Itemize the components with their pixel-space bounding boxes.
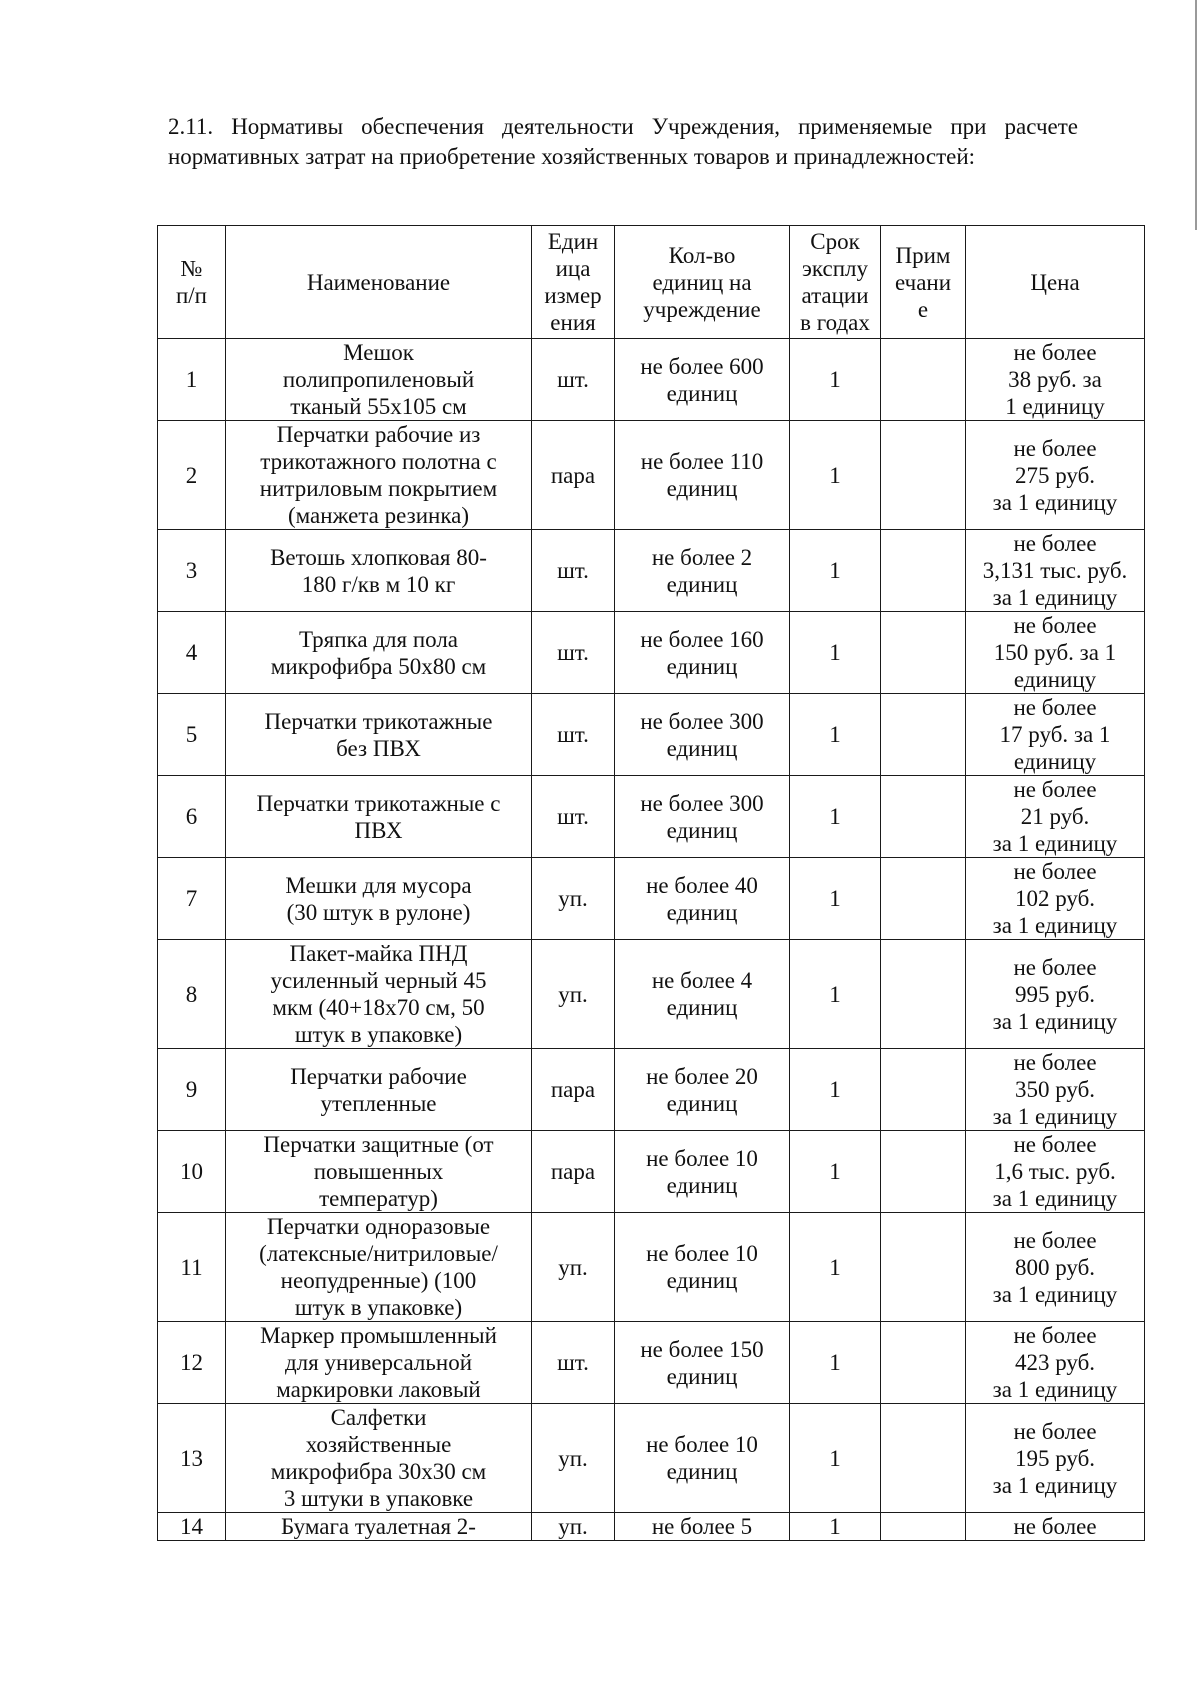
table-row [158, 694, 1145, 776]
cell-name-line: микрофибра 50х80 см [270, 653, 487, 679]
cell-price [966, 1322, 1145, 1404]
cell-price-line: единицу [1013, 749, 1097, 774]
cell-num: 1 [158, 339, 226, 421]
cell-note [881, 1513, 966, 1541]
cell-price-line: 17 руб. за 1 [999, 722, 1111, 747]
cell-name [226, 858, 532, 940]
cell-price-line: за 1 единицу [992, 913, 1118, 938]
cell-name [226, 530, 532, 612]
cell-name-line: Ветошь хлопковая 80- [270, 544, 487, 570]
cell-num: 11 [158, 1213, 226, 1322]
cell-price [966, 1213, 1145, 1322]
cell-unit: шт. [532, 530, 615, 612]
intro-line-1: 2.11. Нормативы обеспечения деятельности Учреждения, применяемые при расчете [168, 114, 1078, 139]
cell-note [881, 421, 966, 530]
table-row [158, 339, 1145, 421]
table-row [158, 858, 1145, 940]
cell-note [881, 530, 966, 612]
cell-price-line: 1,6 тыс. руб. [994, 1159, 1116, 1184]
cell-name-line: 180 г/кв м 10 кг [301, 571, 456, 597]
table-row [158, 1322, 1145, 1404]
cell-price [966, 530, 1145, 612]
cell-unit: уп. [532, 1213, 615, 1322]
cell-price-line: не более [1013, 613, 1097, 638]
cell-price-line: 38 руб. за [1008, 367, 1102, 392]
table-row [158, 940, 1145, 1049]
cell-note [881, 1322, 966, 1404]
cell-qty-line: единиц [666, 653, 738, 679]
cell-qty-line: не более 40 [646, 872, 758, 898]
cell-qty [615, 1404, 790, 1513]
header-line: Срок [810, 229, 860, 254]
cell-note [881, 1131, 966, 1213]
cell-qty-line: не более 300 [640, 790, 764, 816]
cell-name-line: нитриловым покрытием [259, 476, 498, 501]
cell-price-line: за 1 единицу [992, 489, 1118, 515]
header-line: измер [544, 283, 602, 308]
cell-price-line: не более [1013, 1050, 1097, 1075]
cell-price-line: 150 руб. за 1 [993, 640, 1117, 665]
cell-name-line: 3 штуки в упаковке [283, 1486, 474, 1511]
cell-qty-line: не более 300 [640, 708, 764, 734]
cell-term: 1 [790, 1322, 881, 1404]
cell-qty [615, 1322, 790, 1404]
header-line: единиц на [652, 269, 752, 295]
cell-price-line: за 1 единицу [992, 585, 1118, 610]
cell-unit: шт. [532, 694, 615, 776]
cell-price-line: не более [1013, 1323, 1097, 1348]
header-num [158, 226, 226, 339]
cell-term: 1 [790, 940, 881, 1049]
cell-term: 1 [790, 339, 881, 421]
cell-price-line: 3,131 тыс. руб. [982, 558, 1128, 583]
cell-name-line: полипропиленовый [282, 367, 475, 392]
cell-name-line: хозяйственные [305, 1432, 452, 1457]
cell-name-line: Маркер промышленный [260, 1323, 497, 1348]
cell-price [966, 858, 1145, 940]
cell-price-line: 800 руб. [1014, 1254, 1096, 1280]
cell-price-line: за 1 единицу [992, 1472, 1118, 1498]
cell-unit: уп. [532, 1513, 615, 1541]
header-line: Цена [1030, 269, 1080, 295]
cell-name [226, 776, 532, 858]
cell-name [226, 1131, 532, 1213]
cell-qty [615, 776, 790, 858]
cell-qty-line: не более 10 [646, 1432, 758, 1457]
cell-name-line: (латексные/нитриловые/ [259, 1241, 498, 1266]
cell-name-line: Перчатки одноразовые [266, 1214, 491, 1239]
cell-unit: шт. [532, 1322, 615, 1404]
cell-qty-line: единиц [666, 571, 738, 597]
cell-qty [615, 694, 790, 776]
cell-unit: пара [532, 1131, 615, 1213]
cell-num: 10 [158, 1131, 226, 1213]
cell-price-line: 21 руб. [1020, 804, 1090, 829]
cell-price-line: за 1 единицу [992, 1008, 1118, 1034]
cell-unit: шт. [532, 339, 615, 421]
cell-price-line: не более [1013, 1227, 1097, 1253]
cell-qty [615, 612, 790, 694]
cell-term: 1 [790, 776, 881, 858]
cell-price-line: не более [1013, 1514, 1097, 1539]
cell-price-line: не более [1013, 695, 1097, 720]
header-line: учреждение [643, 296, 761, 322]
cell-price [966, 940, 1145, 1049]
cell-qty-line: единиц [666, 1172, 738, 1198]
cell-num: 13 [158, 1404, 226, 1513]
cell-qty [615, 1049, 790, 1131]
header-note [881, 226, 966, 339]
cell-name-line: трикотажного полотна с [260, 449, 497, 474]
cell-price [966, 776, 1145, 858]
cell-qty [615, 1513, 790, 1541]
cell-name-line: Перчатки защитные (от [263, 1132, 494, 1157]
cell-term: 1 [790, 694, 881, 776]
cell-name [226, 1322, 532, 1404]
cell-price-line: не более [1013, 435, 1097, 461]
header-line: атации [801, 283, 869, 308]
cell-name-line: без ПВХ [336, 735, 421, 761]
cell-qty [615, 940, 790, 1049]
cell-term: 1 [790, 1404, 881, 1513]
cell-name-line: температур) [319, 1186, 438, 1211]
cell-price [966, 694, 1145, 776]
cell-note [881, 858, 966, 940]
table-row [158, 1049, 1145, 1131]
header-line: Един [547, 229, 599, 254]
cell-name-line: (30 штук в рулоне) [286, 899, 471, 925]
cell-term: 1 [790, 530, 881, 612]
header-line: в годах [800, 310, 870, 335]
cell-name-line: усиленный черный 45 [270, 968, 487, 993]
cell-qty-line: единиц [666, 380, 738, 406]
cell-name [226, 1049, 532, 1131]
cell-name-line: Пакет-майка ПНД [289, 941, 468, 966]
cell-name-line: для универсальной [284, 1350, 473, 1375]
cell-price-line: 995 руб. [1014, 981, 1096, 1007]
cell-qty-line: не более 4 [651, 968, 753, 993]
header-line: п/п [175, 283, 207, 308]
header-line: ица [555, 256, 591, 281]
cell-name [226, 694, 532, 776]
cell-qty-line: не более 10 [646, 1145, 758, 1171]
cell-name-line: мкм (40+18х70 см, 50 [272, 995, 485, 1020]
cell-qty-line: единиц [666, 995, 738, 1020]
cell-name [226, 1513, 532, 1541]
cell-unit: уп. [532, 1404, 615, 1513]
cell-note [881, 1404, 966, 1513]
cell-unit: шт. [532, 776, 615, 858]
cell-price-line: за 1 единицу [992, 1104, 1118, 1129]
cell-price-line: не более [1013, 954, 1097, 980]
cell-unit: пара [532, 1049, 615, 1131]
cell-price-line: не более [1013, 1418, 1097, 1444]
header-line: № [180, 256, 203, 281]
cell-num: 3 [158, 530, 226, 612]
header-line: Прим [895, 242, 951, 268]
cell-name [226, 421, 532, 530]
cell-num: 9 [158, 1049, 226, 1131]
cell-name-line: ПВХ [354, 817, 403, 843]
table-row [158, 612, 1145, 694]
cell-qty-line: не более 20 [646, 1063, 758, 1089]
cell-name-line: Перчатки рабочие из [276, 422, 481, 447]
cell-name-line: Перчатки трикотажные [264, 708, 493, 734]
cell-note [881, 1213, 966, 1322]
cell-num: 8 [158, 940, 226, 1049]
cell-name-line: (манжета резинка) [287, 503, 470, 528]
cell-qty-line: не более 5 [651, 1514, 753, 1539]
cell-qty-line: не более 110 [640, 449, 764, 474]
table-row [158, 1213, 1145, 1322]
table-header-row [158, 226, 1145, 339]
header-unit [532, 226, 615, 339]
cell-qty [615, 530, 790, 612]
cell-qty-line: единиц [666, 899, 738, 925]
cell-price-line: 102 руб. [1014, 886, 1096, 911]
cell-price [966, 1404, 1145, 1513]
cell-qty-line: единиц [666, 1090, 738, 1116]
cell-name-line: повышенных [313, 1159, 444, 1184]
cell-name-line: утепленные [320, 1090, 437, 1116]
header-line: Кол-во [668, 242, 736, 268]
cell-term: 1 [790, 1049, 881, 1131]
cell-qty [615, 858, 790, 940]
table-row [158, 530, 1145, 612]
cell-name-line: Перчатки рабочие [290, 1063, 467, 1089]
cell-qty-line: единиц [666, 735, 738, 761]
cell-price-line: за 1 единицу [992, 831, 1118, 856]
cell-name-line: маркировки лаковый [276, 1377, 481, 1402]
cell-name-line: неопудренные) (100 [280, 1268, 477, 1293]
cell-price [966, 421, 1145, 530]
cell-name [226, 1404, 532, 1513]
cell-qty [615, 421, 790, 530]
cell-note [881, 776, 966, 858]
cell-price-line: 1 единицу [1005, 394, 1105, 419]
cell-price [966, 612, 1145, 694]
cell-qty-line: единиц [666, 476, 738, 501]
cell-name [226, 339, 532, 421]
cell-term: 1 [790, 612, 881, 694]
cell-name-line: микрофибра 30х30 см [270, 1459, 487, 1484]
cell-price [966, 339, 1145, 421]
table-row [158, 1513, 1145, 1541]
header-price [966, 226, 1145, 339]
cell-note [881, 612, 966, 694]
cell-price-line: за 1 единицу [992, 1281, 1118, 1307]
cell-qty [615, 1131, 790, 1213]
cell-term: 1 [790, 858, 881, 940]
norms-table [157, 225, 1145, 1541]
cell-num: 2 [158, 421, 226, 530]
header-term [790, 226, 881, 339]
cell-price-line: за 1 единицу [992, 1377, 1118, 1402]
cell-note [881, 339, 966, 421]
cell-num: 5 [158, 694, 226, 776]
cell-note [881, 940, 966, 1049]
intro-line-2: нормативных затрат на приобретение хозяйственных товаров и принадлежностей: [168, 144, 976, 169]
cell-price-line: не более [1013, 531, 1097, 556]
cell-qty [615, 1213, 790, 1322]
cell-unit: шт. [532, 612, 615, 694]
cell-price-line: за 1 единицу [992, 1186, 1118, 1211]
cell-num: 7 [158, 858, 226, 940]
cell-term: 1 [790, 1213, 881, 1322]
cell-price-line: не более [1013, 1132, 1097, 1157]
table-row [158, 1131, 1145, 1213]
cell-price-line: не более [1013, 859, 1097, 884]
header-name [226, 226, 532, 339]
cell-qty-line: не более 2 [651, 544, 753, 570]
cell-unit: пара [532, 421, 615, 530]
cell-name-line: Тряпка для пола [298, 626, 459, 652]
cell-num: 4 [158, 612, 226, 694]
header-line: е [917, 296, 929, 322]
cell-name-line: Мешки для мусора [285, 872, 472, 898]
cell-name-line: Перчатки трикотажные с [256, 790, 501, 816]
cell-name [226, 1213, 532, 1322]
cell-qty [615, 339, 790, 421]
table-row [158, 421, 1145, 530]
cell-qty-line: единиц [666, 1268, 738, 1293]
cell-name-line: Салфетки [330, 1405, 427, 1430]
cell-note [881, 694, 966, 776]
cell-note [881, 1049, 966, 1131]
cell-price-line: 423 руб. [1014, 1350, 1096, 1375]
header-line: ечани [894, 269, 952, 295]
cell-term: 1 [790, 1131, 881, 1213]
cell-term: 1 [790, 421, 881, 530]
cell-name-line: штук в упаковке) [294, 1022, 463, 1047]
cell-unit: уп. [532, 858, 615, 940]
cell-unit: уп. [532, 940, 615, 1049]
cell-name-line: Мешок [343, 340, 414, 365]
cell-price-line: 350 руб. [1014, 1077, 1096, 1102]
cell-num: 14 [158, 1513, 226, 1541]
table-row [158, 776, 1145, 858]
cell-qty-line: не более 10 [646, 1241, 758, 1266]
cell-qty-line: единиц [666, 1459, 738, 1484]
section-intro [168, 112, 1078, 172]
cell-price-line: 275 руб. [1014, 462, 1096, 488]
header-line: ения [550, 310, 596, 335]
cell-price-line: единицу [1013, 667, 1097, 692]
table-row [158, 1404, 1145, 1513]
header-line: эксплу [802, 256, 868, 281]
cell-name-line: штук в упаковке) [294, 1295, 463, 1320]
table-body [158, 339, 1145, 1541]
cell-term: 1 [790, 1513, 881, 1541]
cell-qty-line: единиц [666, 1363, 738, 1389]
cell-price-line: не более [1013, 340, 1097, 365]
cell-price [966, 1049, 1145, 1131]
cell-name [226, 940, 532, 1049]
cell-name-line: Бумага туалетная 2- [281, 1514, 476, 1539]
cell-qty-line: единиц [666, 817, 738, 843]
cell-num: 12 [158, 1322, 226, 1404]
header-line: Наименование [306, 269, 451, 295]
scan-edge-line [1195, 0, 1197, 230]
cell-name-line: тканый 55х105 см [290, 394, 467, 419]
cell-qty-line: не более 160 [640, 626, 764, 652]
cell-qty-line: не более 150 [640, 1336, 764, 1362]
header-qty [615, 226, 790, 339]
cell-price-line: не более [1013, 777, 1097, 802]
cell-price-line: 195 руб. [1014, 1445, 1096, 1471]
cell-qty-line: не более 600 [640, 353, 764, 379]
cell-price [966, 1513, 1145, 1541]
cell-num: 6 [158, 776, 226, 858]
cell-name [226, 612, 532, 694]
cell-price [966, 1131, 1145, 1213]
